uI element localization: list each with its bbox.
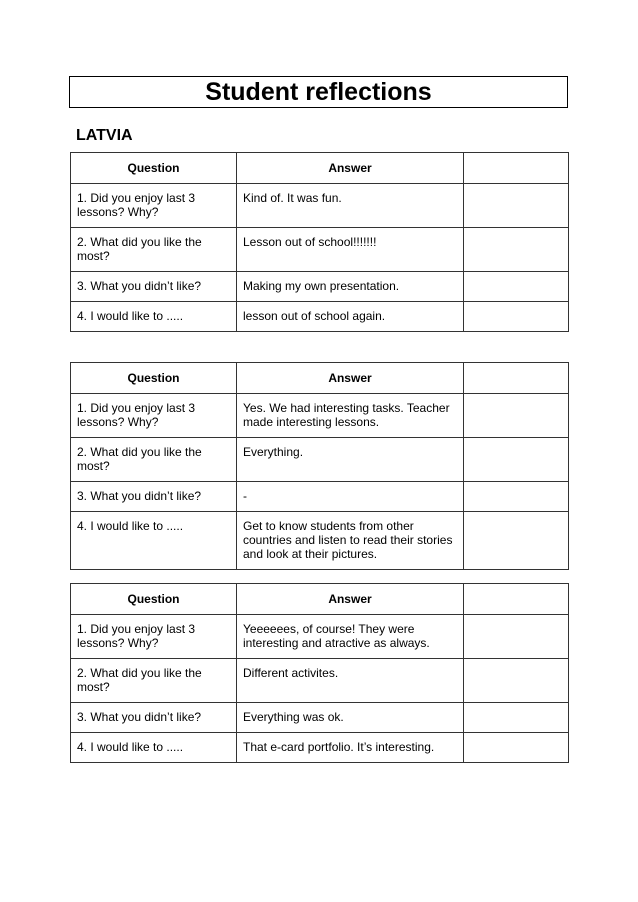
- extra-header: [464, 584, 569, 615]
- empty-cell: [464, 512, 569, 570]
- answer-cell: Yeeeeees, of course! They were interesting and atractive as always.: [237, 615, 464, 659]
- empty-cell: [464, 272, 569, 302]
- question-cell: 2. What did you like the most?: [71, 438, 237, 482]
- empty-cell: [464, 659, 569, 703]
- table-row: [71, 302, 569, 332]
- answer-cell: Making my own presentation.: [237, 272, 464, 302]
- question-header: Question: [71, 153, 237, 184]
- answer-header: Answer: [237, 363, 464, 394]
- extra-header: [464, 363, 569, 394]
- table-row: [71, 394, 569, 438]
- question-cell: 1. Did you enjoy last 3 lessons? Why?: [71, 615, 237, 659]
- table-row: [71, 659, 569, 703]
- empty-cell: [464, 228, 569, 272]
- answer-cell: Yes. We had interesting tasks. Teacher made interesting lessons.: [237, 394, 464, 438]
- table-header-row: [71, 584, 569, 615]
- question-cell: 1. Did you enjoy last 3 lessons? Why?: [71, 184, 237, 228]
- answer-header: Answer: [237, 153, 464, 184]
- page-title: Student reflections: [205, 78, 432, 106]
- reflection-table-1: [70, 152, 569, 332]
- table-row: [71, 703, 569, 733]
- table-row: [71, 615, 569, 659]
- question-cell: 2. What did you like the most?: [71, 228, 237, 272]
- empty-cell: [464, 438, 569, 482]
- table-row: [71, 482, 569, 512]
- title-box: [69, 76, 568, 108]
- table-row: [71, 228, 569, 272]
- table-row: [71, 733, 569, 763]
- question-cell: 3. What you didn’t like?: [71, 272, 237, 302]
- answer-cell: Get to know students from other countries and listen to read their stories and look at their pictures.: [237, 512, 464, 570]
- table-header-row: [71, 363, 569, 394]
- empty-cell: [464, 703, 569, 733]
- question-cell: 4. I would like to .....: [71, 512, 237, 570]
- empty-cell: [464, 733, 569, 763]
- country-heading: LATVIA: [76, 127, 133, 144]
- table-header-row: [71, 153, 569, 184]
- empty-cell: [464, 482, 569, 512]
- question-cell: 1. Did you enjoy last 3 lessons? Why?: [71, 394, 237, 438]
- extra-header: [464, 153, 569, 184]
- question-header: Question: [71, 584, 237, 615]
- answer-header: Answer: [237, 584, 464, 615]
- answer-cell: Everything was ok.: [237, 703, 464, 733]
- question-cell: 2. What did you like the most?: [71, 659, 237, 703]
- answer-cell: Everything.: [237, 438, 464, 482]
- answer-cell: Lesson out of school!!!!!!!: [237, 228, 464, 272]
- reflection-table-3: [70, 583, 569, 763]
- empty-cell: [464, 615, 569, 659]
- question-header: Question: [71, 363, 237, 394]
- table-row: [71, 184, 569, 228]
- table-row: [71, 438, 569, 482]
- empty-cell: [464, 394, 569, 438]
- answer-cell: lesson out of school again.: [237, 302, 464, 332]
- question-cell: 4. I would like to .....: [71, 733, 237, 763]
- reflection-table-2: [70, 362, 569, 570]
- table-row: [71, 512, 569, 570]
- question-cell: 4. I would like to .....: [71, 302, 237, 332]
- question-cell: 3. What you didn’t like?: [71, 703, 237, 733]
- answer-cell: -: [237, 482, 464, 512]
- empty-cell: [464, 184, 569, 228]
- empty-cell: [464, 302, 569, 332]
- answer-cell: That e-card portfolio. It’s interesting.: [237, 733, 464, 763]
- answer-cell: Different activites.: [237, 659, 464, 703]
- answer-cell: Kind of. It was fun.: [237, 184, 464, 228]
- question-cell: 3. What you didn’t like?: [71, 482, 237, 512]
- table-row: [71, 272, 569, 302]
